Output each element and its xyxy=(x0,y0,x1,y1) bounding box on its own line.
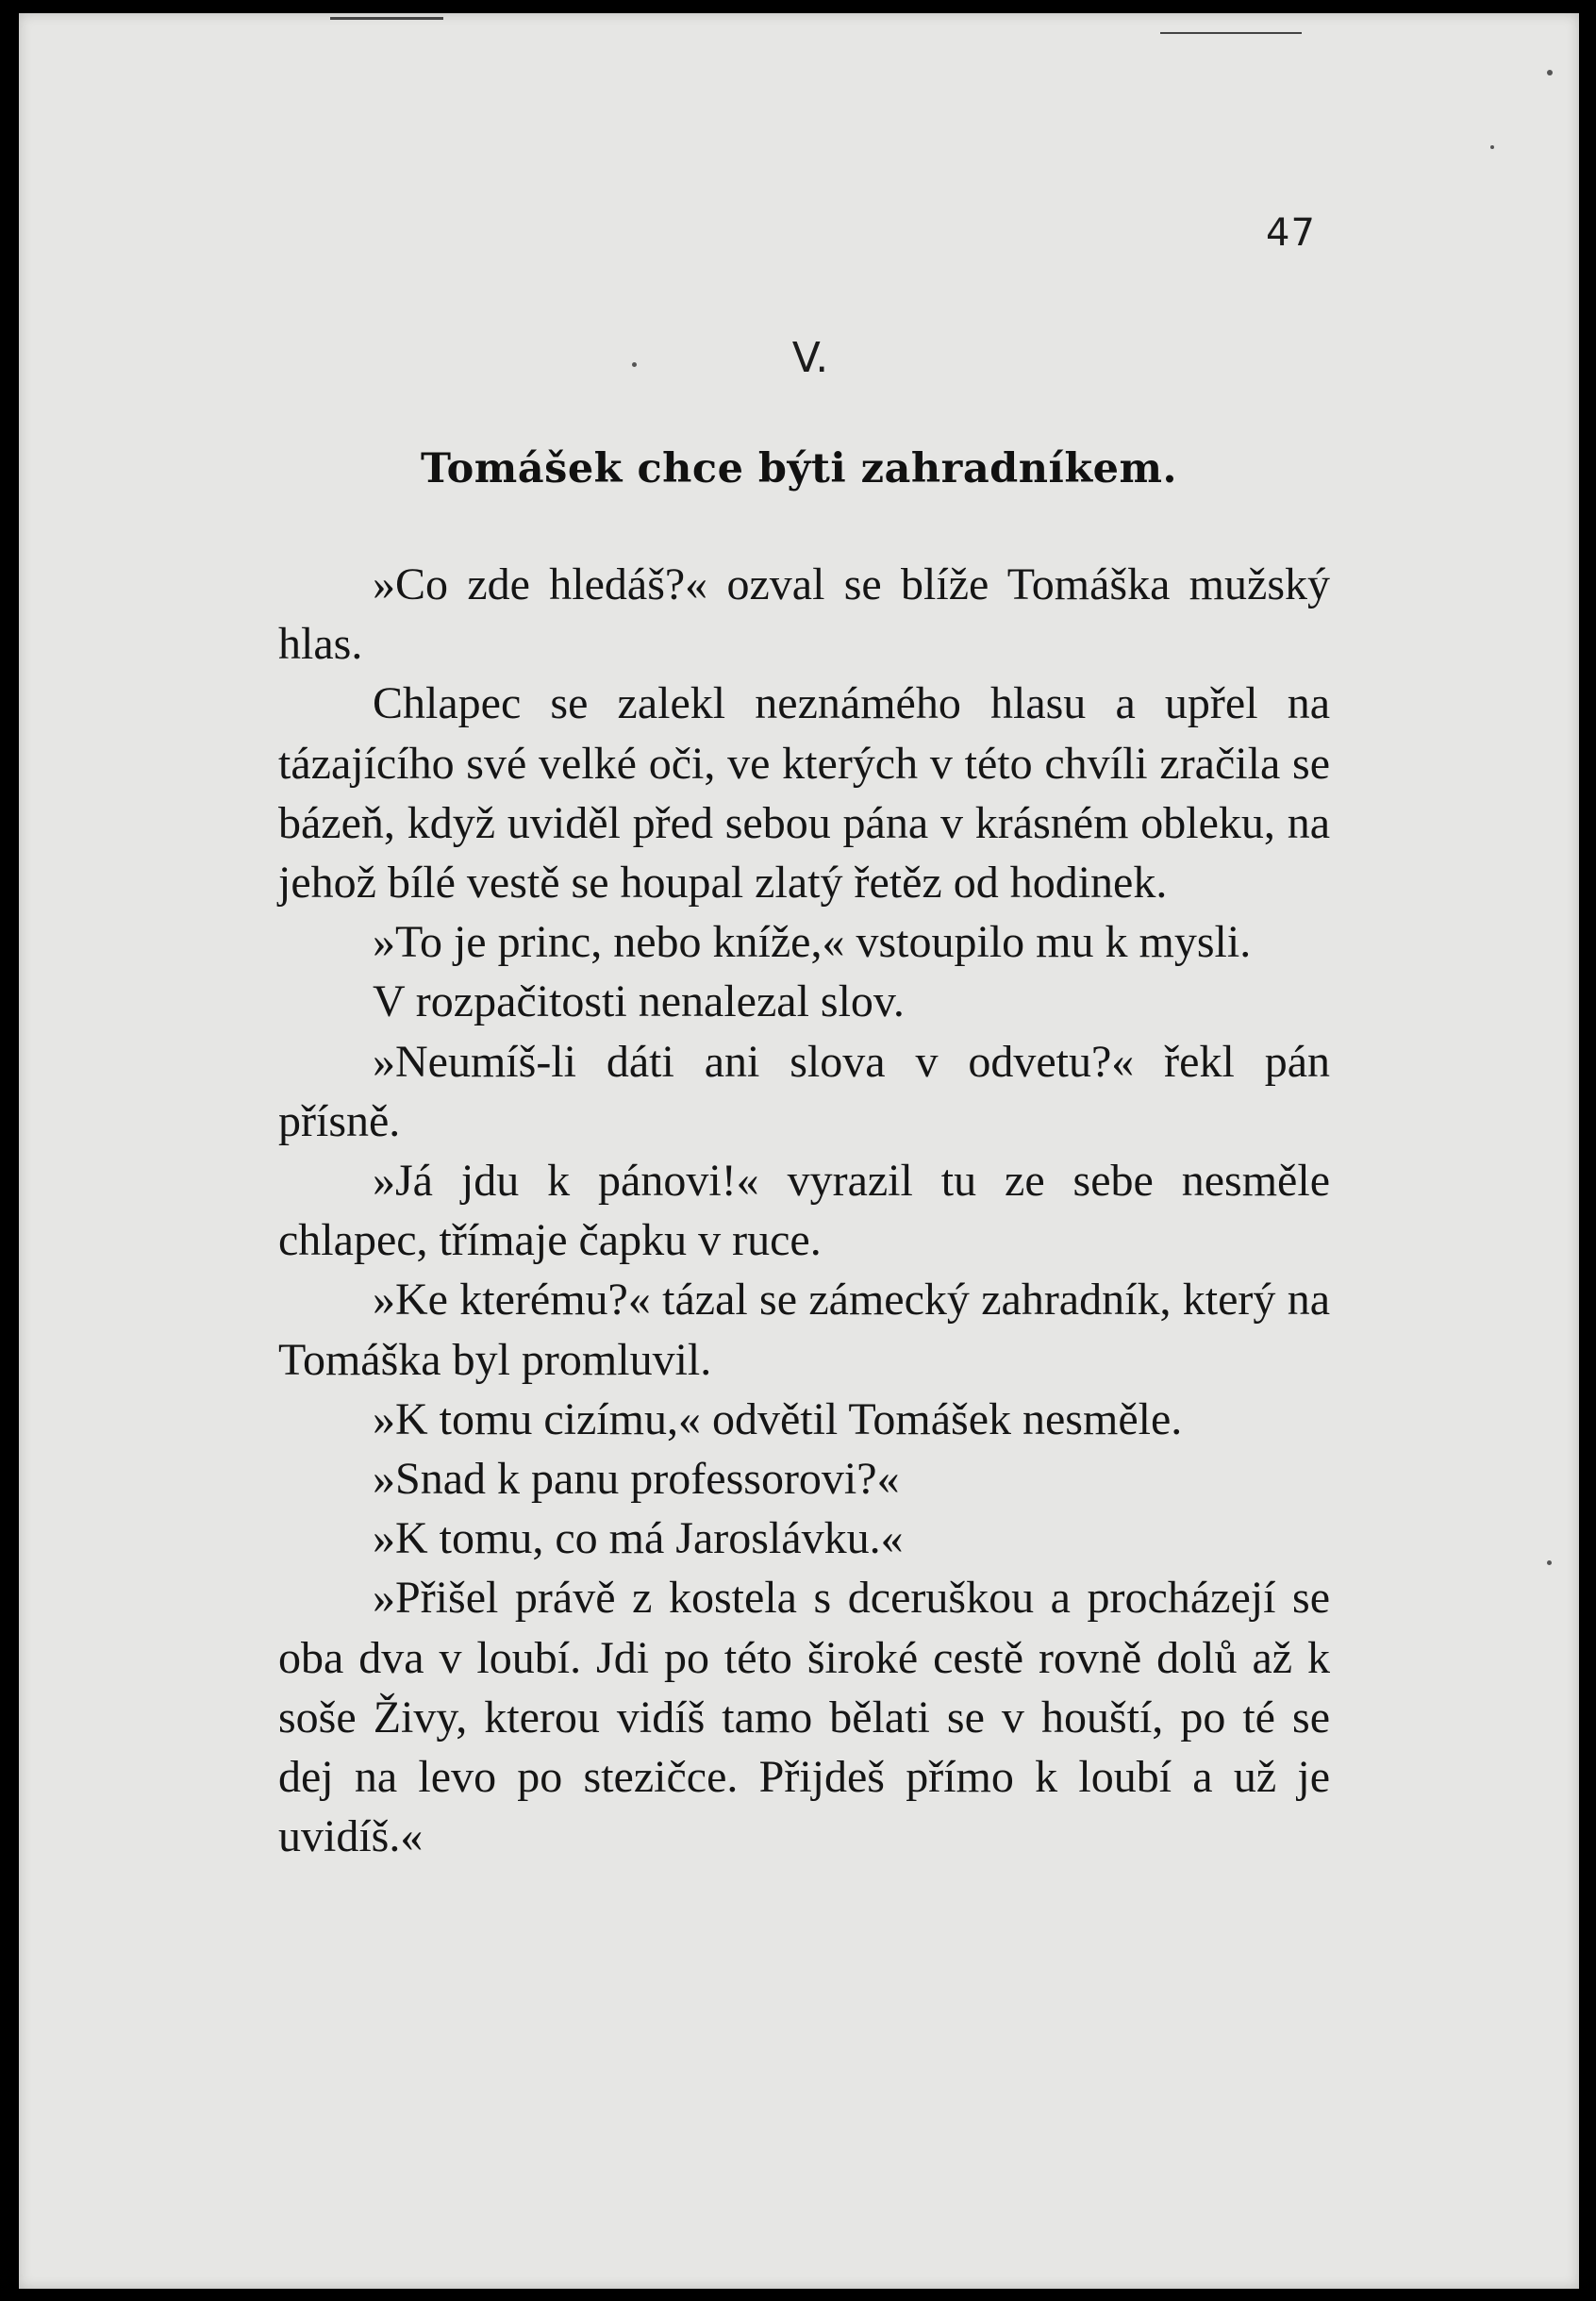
scan-speck xyxy=(1547,70,1553,75)
page-number: 47 xyxy=(1266,211,1316,255)
paragraph: »Co zde hledáš?« ozval se blíže Tomáška mužský hlas. xyxy=(278,559,1330,670)
scan-speck xyxy=(1490,145,1494,149)
paragraph: »Neumíš-li dáti ani slova v odvetu?« řekl pán přísně. xyxy=(278,1036,1330,1146)
paragraph: »Ke kterému?« tázal se zámecký zahradník, který na Tomáška byl promluvil. xyxy=(278,1275,1330,1385)
paragraph: »Já jdu k pánovi!« vyrazil tu ze sebe nesměle chlapec, třímaje čapku v ruce. xyxy=(278,1156,1330,1266)
book-page xyxy=(19,13,1579,2289)
chapter-title: Tomášek chce býti zahradníkem. xyxy=(421,445,1177,492)
paragraph: »Snad k panu professorovi?« xyxy=(373,1454,900,1505)
scan-mark xyxy=(330,17,443,20)
chapter-number: V. xyxy=(791,334,829,382)
scan-mark xyxy=(1160,32,1302,34)
paragraph: »Přišel právě z kostela s dceruškou a procházejí se oba dva v loubí. Jdi po této široké cestě rovně dolů až k soše Živy, kterou vidíš tamo bělati se v houští, po té se dej na levo po stezičce. Přijdeš přímo k loubí a už je uvidíš.« xyxy=(278,1573,1330,1862)
paragraph: »K tomu, co má Jaroslávku.« xyxy=(373,1513,904,1564)
scan-speck xyxy=(1547,1560,1552,1565)
paragraph: »K tomu cizímu,« odvětil Tomášek nesměle. xyxy=(373,1393,1183,1444)
body-text xyxy=(278,555,1330,1866)
paragraph: V rozpačitosti nenalezal slov. xyxy=(373,976,905,1027)
paragraph: »To je princ, nebo kníže,« vstoupilo mu k mysli. xyxy=(373,917,1252,968)
paragraph: Chlapec se zalekl neznámého hlasu a upřel na tázajícího své velké oči, ve kterých v této chvíli zračila se bázeň, když uviděl před sebou pána v krásném obleku, na jehož bílé vestě se houpal zlatý řetěz od hodinek. xyxy=(278,678,1330,909)
